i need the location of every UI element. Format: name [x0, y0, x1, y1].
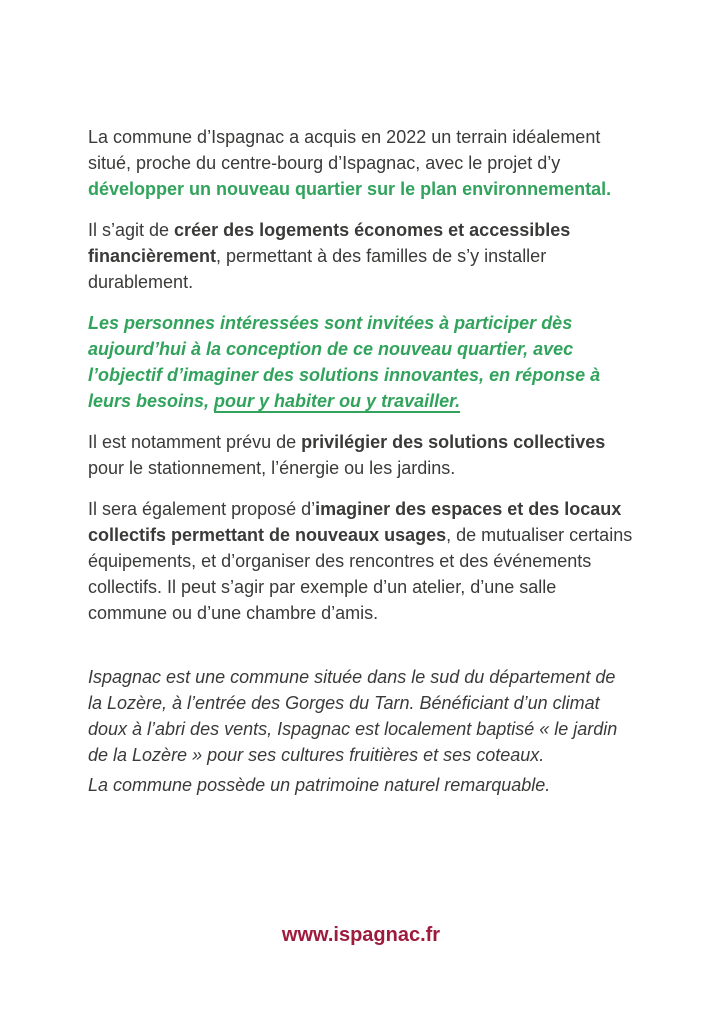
invitation-text: Les personnes intéressées sont invitées à participer dès aujourd’hui à la conception de ce nouveau quartier, avec l’objectif d’imaginer des solutions innovantes, en réponse à leurs besoins, — [88, 313, 601, 411]
paragraph-invitation — [88, 310, 634, 414]
page-footer — [0, 922, 722, 948]
solutions-bold: privilégier des solutions collectives — [301, 432, 606, 452]
intro-highlight: développer un nouveau quartier sur le plan environnemental. — [88, 179, 612, 199]
website-link[interactable]: www.ispagnac.fr — [281, 924, 441, 946]
paragraph-logements — [88, 217, 634, 295]
page-body — [88, 124, 634, 798]
paragraph-intro — [88, 124, 634, 202]
paragraph-patrimoine: La commune possède un patrimoine naturel remarquable. — [88, 775, 551, 795]
espaces-lead: Il sera également proposé d’ — [88, 499, 316, 519]
intro-text: La commune d’Ispagnac a acquis en 2022 un terrain idéalement situé, proche du centre-bourg d’Ispagnac, avec le projet d’y — [88, 127, 601, 173]
logements-rest: , permettant à des familles de s’y installer durablement. — [88, 246, 547, 292]
paragraph-solutions — [88, 429, 634, 481]
espaces-bold: imaginer des espaces et des locaux collectifs permettant de nouveaux usages — [88, 499, 622, 545]
solutions-lead: Il est notamment prévu de — [88, 432, 302, 452]
paragraph-espaces — [88, 496, 634, 626]
paragraph-presentation-commune: Ispagnac est une commune située dans le sud du département de la Lozère, à l’entrée des Gorges du Tarn. Bénéficiant d’un climat doux à l’abri des vents, Ispagnac est localement baptisé « le jardin de la Lozère » pour ses cultures fruitières et ses coteaux. — [88, 667, 618, 765]
logements-lead: Il s’agit de — [88, 220, 175, 240]
espaces-rest: , de mutualiser certains équipements, et d’organiser des rencontres et des événements collectifs. Il peut s’agir par exemple d’un atelier, d’une salle commune ou d’une chambre d’amis. — [88, 525, 633, 623]
logements-bold: créer des logements économes et accessibles financièrement — [88, 220, 571, 266]
invitation-underlined: pour y habiter ou y travailler. — [214, 391, 461, 411]
solutions-rest: pour le stationnement, l’énergie ou les jardins. — [88, 458, 456, 478]
